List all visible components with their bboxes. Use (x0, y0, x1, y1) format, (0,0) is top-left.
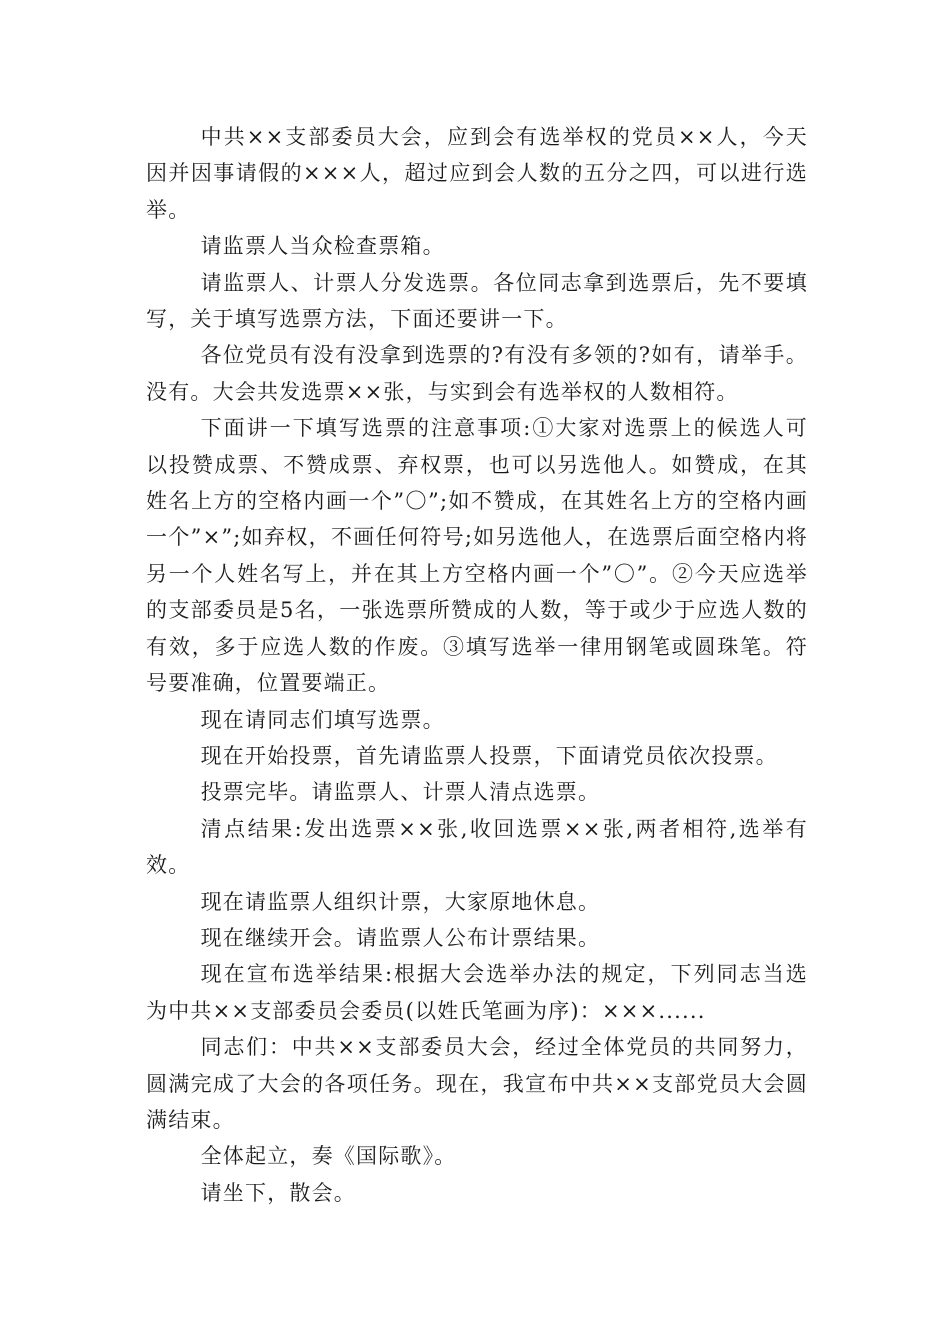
paragraph: 全体起立，奏《国际歌》。 (200, 1144, 457, 1169)
paragraph: 现在开始投票，首先请监票人投票，下面请党员依次投票。 (200, 743, 778, 768)
document-body (146, 119, 808, 1211)
paragraph: 中共××支部委员大会，应到会有选举权的党员××人，今天因并因事请假的×××人，超过应到会人数的五分之四，可以进行选举。 (146, 125, 808, 222)
paragraph: 现在请同志们填写选票。 (200, 707, 445, 732)
paragraph: 同志们：中共××支部委员大会，经过全体党员的共同努力，圆满完成了大会的各项任务。现在，我宣布中共××支部党员大会圆满结束。 (146, 1035, 808, 1132)
paragraph: 现在宣布选举结果:根据大会选举办法的规定，下列同志当选为中共××支部委员会委员(以姓氏笔画为序)：×××...... (146, 962, 808, 1023)
paragraph: 清点结果:发出选票××张,收回选票××张,两者相符,选举有效。 (146, 816, 808, 878)
paragraph: 请监票人、计票人分发选票。各位同志拿到选票后，先不要填写，关于填写选票方法，下面还要讲一下。 (146, 270, 808, 332)
paragraph: 现在继续开会。请监票人公布计票结果。 (200, 925, 601, 950)
paragraph: 投票完毕。请监票人、计票人清点选票。 (200, 780, 601, 805)
paragraph: 现在请监票人组织计票，大家原地休息。 (200, 889, 601, 914)
paragraph: 下面讲一下填写选票的注意事项:①大家对选票上的候选人可以投赞成票、不赞成票、弃权票，也可以另选他人。如赞成，在其姓名上方的空格内画一个”〇”;如不赞成，在其姓名上方的空格内画一个”×”;如弃权，不画任何符号;如另选他人，在选票后面空格内将另一个人姓名写上，并在其上方空格内画一个”〇”。②今天应选举的支部委员是5名，一张选票所赞成的人数，等于或少于应选人数的有效，多于应选人数的作废。③填写选举一律用钢笔或圆珠笔。符号要准确，位置要端正。 (146, 416, 808, 696)
paragraph: 各位党员有没有没拿到选票的?有没有多领的?如有，请举手。没有。大会共发选票××张，与实到会有选举权的人数相符。 (146, 343, 808, 404)
paragraph: 请坐下，散会。 (200, 1180, 356, 1205)
paragraph: 请监票人当众检查票箱。 (200, 234, 445, 259)
